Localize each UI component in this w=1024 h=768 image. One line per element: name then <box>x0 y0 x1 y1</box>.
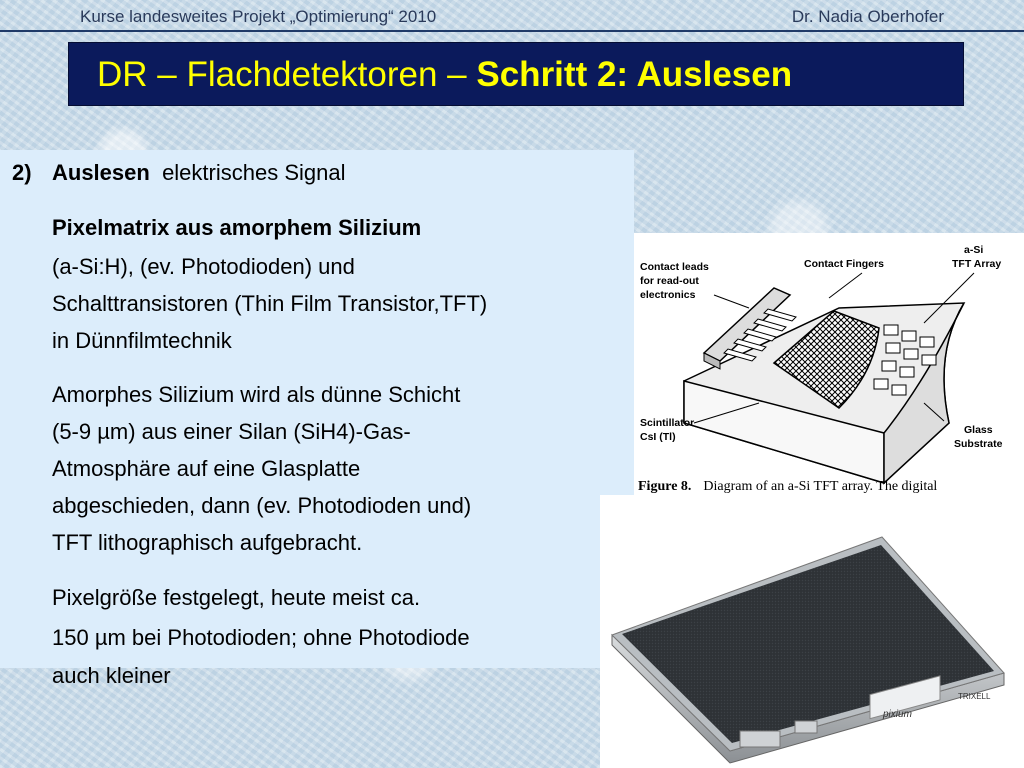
title-part-1: DR – Flachdetektoren – <box>97 55 477 94</box>
tft-array-illustration <box>634 233 1024 495</box>
content-panel <box>0 150 634 668</box>
label-tft-array-1: a-Si <box>964 244 984 256</box>
brand-label: pixium <box>883 709 912 720</box>
label-contact-leads-3: electronics <box>640 289 696 301</box>
p3-line-1: Pixelgröße festgelegt, heute meist ca. <box>52 585 421 610</box>
tft-array-diagram <box>634 233 1024 495</box>
label-scintillator-1: Scintillator <box>640 417 695 429</box>
title-part-2: Schritt 2: Auslesen <box>476 55 793 94</box>
detector-illustration <box>600 495 1024 768</box>
label-contact-leads-1: Contact leads <box>640 261 709 273</box>
caption-label: Figure 8. <box>638 479 692 494</box>
label-scintillator-2: CsI (Tl) <box>640 431 676 443</box>
header-author: Dr. Nadia Oberhofer <box>791 7 944 26</box>
p1-line-2: (a-Si:H), (ev. Photodioden) und <box>52 254 355 279</box>
caption-text: Diagram of an a-Si TFT array. The digital <box>703 479 938 494</box>
p3-line-2: 150 µm bei Photodioden; ohne Photodiode <box>52 625 470 650</box>
p1-line-3: Schalttransistoren (Thin Film Transistor,TFT) <box>52 291 488 316</box>
p2-line-1: Amorphes Silizium wird als dünne Schicht <box>52 382 461 407</box>
label-contact-leads-2: for read-out <box>640 275 699 287</box>
item-number: 2) <box>12 160 32 185</box>
slide-title-bar <box>68 42 964 106</box>
p2-line-5: TFT lithographisch aufgebracht. <box>52 530 363 555</box>
header-course: Kurse landesweites Projekt „Optimierung“ 2010 <box>80 7 437 26</box>
heading-bold: Auslesen <box>52 160 150 185</box>
p1-line-4: in Dünnfilmtechnik <box>52 328 232 353</box>
header-divider <box>0 30 1024 32</box>
flat-panel-detector-photo <box>600 495 1024 768</box>
p2-line-4: abgeschieden, dann (ev. Photodioden und) <box>52 493 472 518</box>
label-glass-1: Glass <box>964 424 993 436</box>
figure-caption <box>638 479 937 495</box>
p2-line-2: (5-9 µm) aus einer Silan (SiH4)-Gas- <box>52 419 411 444</box>
badge-label: TRIXELL <box>958 692 991 701</box>
p1-line-1: Pixelmatrix aus amorphem Silizium <box>52 215 422 240</box>
label-contact-fingers: Contact Fingers <box>804 258 884 270</box>
slide-title <box>97 55 792 95</box>
slide-header <box>0 0 1024 30</box>
label-tft-array-2: TFT Array <box>952 258 1002 270</box>
p2-line-3: Atmosphäre auf eine Glasplatte <box>52 456 361 481</box>
item-heading <box>52 160 346 186</box>
p3-line-3: auch kleiner <box>52 663 171 688</box>
heading-rest: elektrisches Signal <box>162 160 346 185</box>
label-glass-2: Substrate <box>954 438 1003 450</box>
